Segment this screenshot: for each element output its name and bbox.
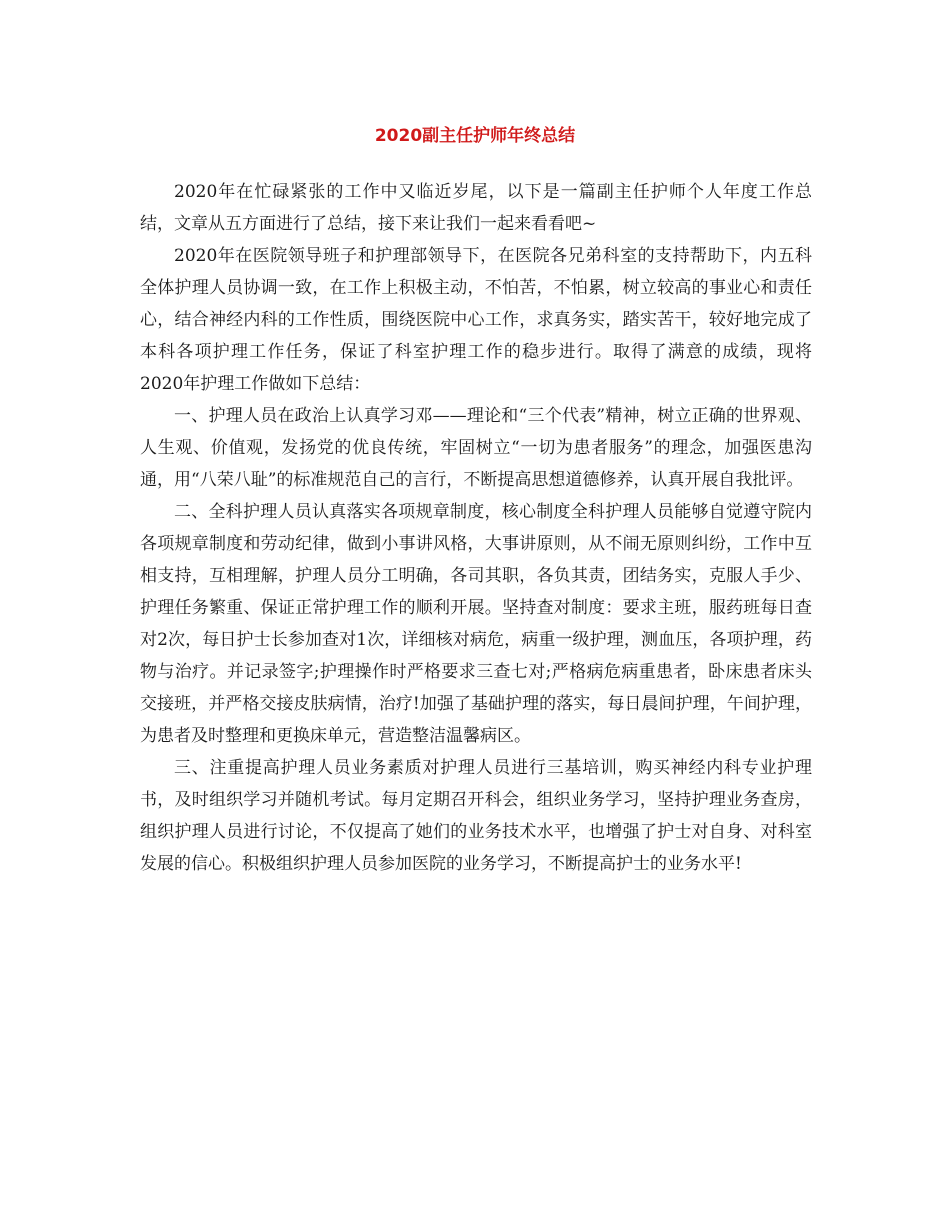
- paragraph-section-one: 一、护理人员在政治上认真学习邓——理论和“三个代表”精神，树立正确的世界观、人生观、价值观，发扬党的优良传统，牢固树立“一切为患者服务”的理念，加强医患沟通，用“八荣八耻”的标准规范自己的言行，不断提高思想道德修养，认真开展自我批评。: [140, 406, 812, 490]
- paragraph-section-two: 二、全科护理人员认真落实各项规章制度，核心制度全科护理人员能够自觉遵守院内各项规章制度和劳动纪律，做到小事讲风格，大事讲原则，从不闹无原则纠纷，工作中互相支持，互相理解，护理人员分工明确，各司其职，各负其责，团结务实，克服人手少、护理任务繁重、保证正常护理工作的顺利开展。坚持查对制度：要求主班，服药班每日查对2次，每日护士长参加查对1次，详细核对病危，病重一级护理，测血压，各项护理，药物与治疗。并记录签字;护理操作时严格要求三查七对;严格病危病重患者，卧床患者床头交接班，并严格交接皮肤病情，治疗!加强了基础护理的落实，每日晨间护理，午间护理，为患者及时整理和更换床单元，营造整洁温馨病区。: [140, 502, 812, 746]
- paragraph-section-three: 三、注重提高护理人员业务素质对护理人员进行三基培训，购买神经内科专业护理书，及时组织学习并随机考试。每月定期召开科会，组织业务学习，坚持护理业务查房，组织护理人员进行讨论，不仅提高了她们的业务技术水平，也增强了护士对自身、对科室发展的信心。积极组织护理人员参加医院的业务学习，不断提高护士的业务水平!: [140, 758, 812, 874]
- paragraph-overview: 2020年在医院领导班子和护理部领导下，在医院各兄弟科室的支持帮助下，内五科全体护理人员协调一致，在工作上积极主动，不怕苦，不怕累，树立较高的事业心和责任心，结合神经内科的工作性质，围绕医院中心工作，求真务实，踏实苦干，较好地完成了本科各项护理工作任务，保证了科室护理工作的稳步进行。取得了满意的成绩，现将2020年护理工作做如下总结：: [140, 246, 812, 394]
- document-title: 2020副主任护师年终总结: [374, 126, 576, 146]
- paragraph-intro: 2020年在忙碌紧张的工作中又临近岁尾，以下是一篇副主任护师个人年度工作总结，文章从五方面进行了总结，接下来让我们一起来看看吧~: [140, 182, 812, 234]
- document-body: [140, 176, 812, 880]
